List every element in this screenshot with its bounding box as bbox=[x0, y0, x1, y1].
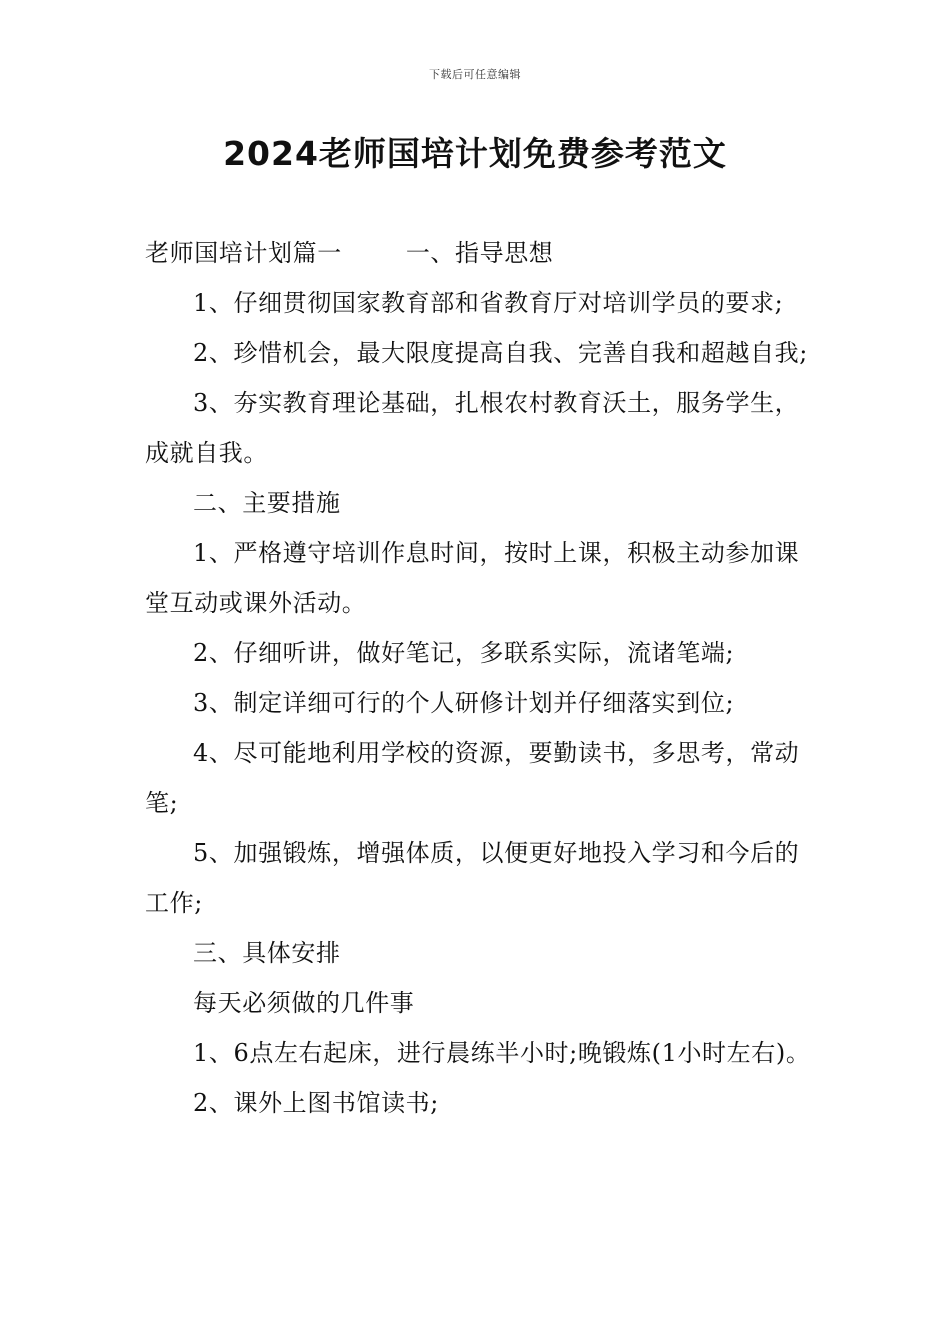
document-title: 2024老师国培计划免费参考范文 bbox=[223, 134, 727, 173]
paragraph: 1、严格遵守培训作息时间，按时上课，积极主动参加课堂互动或课外活动。 bbox=[145, 539, 800, 617]
paragraph: 3、制定详细可行的个人研修计划并仔细落实到位; bbox=[193, 689, 735, 717]
paragraph: 5、加强锻炼，增强体质，以便更好地投入学习和今后的工作; bbox=[145, 839, 800, 917]
paragraph: 1、仔细贯彻国家教育部和省教育厅对培训学员的要求; bbox=[193, 289, 784, 317]
intro-line bbox=[145, 228, 815, 278]
paragraph: 3、夯实教育理论基础，扎根农村教育沃土，服务学生，成就自我。 bbox=[145, 389, 800, 467]
section-heading: 二、主要措施 bbox=[193, 489, 341, 517]
header-note: 下载后可任意编辑 bbox=[429, 68, 521, 81]
section-heading: 三、具体安排 bbox=[193, 939, 341, 967]
article-label: 老师国培计划篇一 bbox=[145, 239, 342, 267]
paragraph: 2、课外上图书馆读书; bbox=[193, 1089, 439, 1117]
paragraph: 2、仔细听讲，做好笔记，多联系实际，流诸笔端; bbox=[193, 639, 735, 667]
document-body bbox=[145, 228, 815, 1128]
paragraph: 2、珍惜机会，最大限度提高自我、完善自我和超越自我; bbox=[193, 339, 808, 367]
paragraph: 1、6点左右起床，进行晨练半小时;晚锻炼(1小时左右)。 bbox=[193, 1039, 811, 1067]
paragraph: 每天必须做的几件事 bbox=[193, 989, 415, 1017]
section-heading: 一、指导思想 bbox=[405, 239, 554, 267]
paragraph: 4、尽可能地利用学校的资源，要勤读书，多思考，常动笔; bbox=[145, 739, 800, 817]
